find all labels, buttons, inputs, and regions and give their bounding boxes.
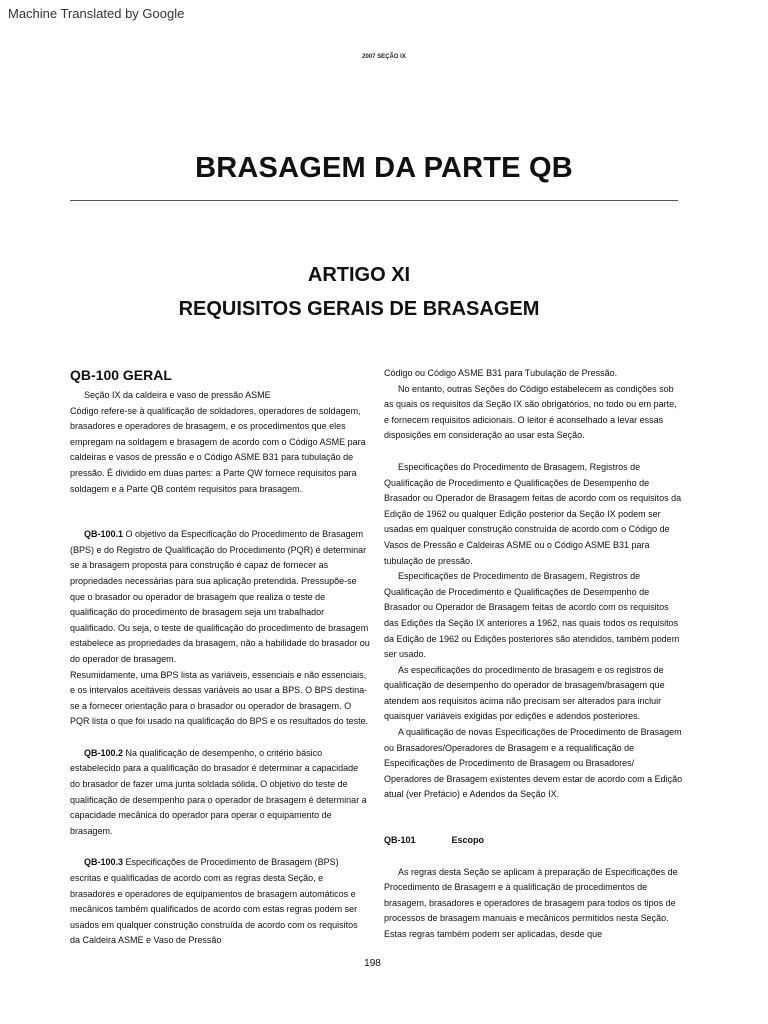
clause-text-qb100-2: Na qualificação de desempenho, o critério básico estabelecido para a qualificação do brasador é determinar a capacidade do brasador de fazer uma junta soldada sólida. O objetivo do teste de qualificação de desempenho para o operador de brasagem é determinar a capacidade mecânica do operador para operar o equipamento de brasagem. <box>70 747 367 836</box>
paragraph-intro: Código refere-se à qualificação de soldadores, operadores de soldagem, brasadores e operadores de brasagem, e os procedimentos que eles empregam na soldagem e brasagem de acordo com o Código ASME para caldeiras e vasos de pressão e o Código ASME B31 para tubulação de pressão. É dividido em duas partes: a Parte QW fornece requisitos para soldagem e a Parte QB contém requisitos para brasagem. <box>70 405 366 494</box>
article-title: REQUISITOS GERAIS DE BRASAGEM <box>178 298 540 320</box>
paragraph-qb100-1-summary: Resumidamente, uma BPS lista as variáveis, essenciais e não essenciais, e os intervalos aceitáveis dessas variáveis ao usar a BPS. O BPS destina-se a fornecer orientação para o brasador ou operador de brasagem. O PQR lista o que foi usado na qualificação do BPS e os resultados do teste. <box>70 669 369 727</box>
section-heading-qb101 <box>384 833 684 849</box>
machine-translation-banner: Machine Translated by Google <box>8 6 185 21</box>
clause-text-qb100-1: O objetivo da Especificação do Procedimento de Brasagem (BPS) e do Registro de Qualificação do Procedimento (PQR) é determinar se a brasagem proposta para construção é capaz de fornecer as propriedades necessárias para sua aplicação pretendida. Pressupõe-se que o brasador ou operador de brasagem que realiza o teste de qualificação do procedimento de brasagem seja um trabalhador qualificado. Ou seja, o teste de qualificação do procedimento de brasagem estabelece as propriedades da brasagem, não a habilidade do brasador ou do operador de brasagem. <box>70 529 370 664</box>
section-heading-qb100: QB-100 GERAL <box>70 367 172 383</box>
section-title-scope: Escopo <box>451 835 485 846</box>
running-header: 2007 SEÇÃO IX <box>362 54 406 60</box>
paragraph-r4: Especificações de Procedimento de Brasagem, Registros de Qualificação de Procedimento e Qualificações de Desempenho de Brasador ou Operador de Brasagem feitas de acordo com os requisitos das Edições da Seção IX anteriores a 1962, nas quais todos os requisitos da Edição de 1962 ou Edições posteriores são atendidos, também podem ser usado. <box>384 571 680 660</box>
paragraph-r7: As regras desta Seção se aplicam à preparação de Especificações de Procedimento de Brasagem e à qualificação de procedimentos de brasagem, brasadores e operadores de brasagem para todos os tipos de processos de brasagem manuais e mecânicos permitidos nesta Seção. Estas regras também podem ser aplicadas, desde que <box>384 866 678 939</box>
paragraph-qb100-3 <box>70 855 370 949</box>
clause-label-qb100-1: QB-100.1 <box>84 529 124 540</box>
paragraph-r2: No entanto, outras Seções do Código estabelecem as condições sob as quais os requisitos da Seção IX são obrigatórios, no todo ou em parte, e fornecem requisitos adicionais. O leitor é aconselhado a levar essas disposições em consideração ao usar esta Seção. <box>384 383 677 441</box>
left-column <box>70 366 370 949</box>
clause-label-qb100-2: QB-100.2 <box>84 747 124 758</box>
article-number: ARTIGO XI <box>307 264 411 286</box>
paragraph-qb100-1 <box>70 527 370 667</box>
section-label-qb101: QB-101 <box>384 835 416 846</box>
paragraph-qb100-2 <box>70 746 370 840</box>
paragraph-r5: As especificações do procedimento de brasagem e os registros de qualificação de desempenho do operador de brasagem/brasagem que atendem aos requisitos acima não precisam ser alterados para incluir quaisquer variáveis exigidas por edições e adendos posteriores. <box>384 664 665 722</box>
page-number: 198 <box>364 958 381 969</box>
paragraph-r6: A qualificação de novas Especificações de Procedimento de Brasagem ou Brasadores/Operadores de Brasagem e a requalificação de Especificações de Procedimento de Brasagem ou Brasadores/ Operadores de Brasagem existentes devem estar de acordo com a Edição atual (ver Prefácio) e Adendos da Seção IX. <box>384 727 683 800</box>
right-column <box>384 366 684 943</box>
paragraph-intro-first-line: Seção IX da caldeira e vaso de pressão ASME <box>84 390 271 400</box>
part-title: BRASAGEM DA PARTE QB <box>195 152 573 184</box>
clause-label-qb100-3: QB-100.3 <box>84 857 124 868</box>
paragraph-r1: Código ou Código ASME B31 para Tubulação de Pressão. <box>384 368 618 378</box>
title-divider <box>70 200 678 201</box>
paragraph-r3: Especificações do Procedimento de Brasagem, Registros de Qualificação de Procedimento e Qualificações de Desempenho de Brasador ou Operador de Brasagem feitas de acordo com os requisitos da Edição de 1962 ou qualquer Edição posterior da Seção IX podem ser usadas em qualquer construção construída de acordo com o Código de Vasos de Pressão e Caldeiras ASME ou o Código ASME B31 para tubulação de pressão. <box>384 461 682 566</box>
clause-text-qb100-3: Especificações de Procedimento de Brasagem (BPS) escritas e qualificadas de acordo com as regras desta Seção, e brasadores e operadores de equipamentos de brasagem automáticos e mecânicos também qualificados de acordo com estas regras podem ser usados em qualquer construção construída de acordo com os requisitos da Caldeira ASME e Vaso de Pressão <box>70 857 358 946</box>
